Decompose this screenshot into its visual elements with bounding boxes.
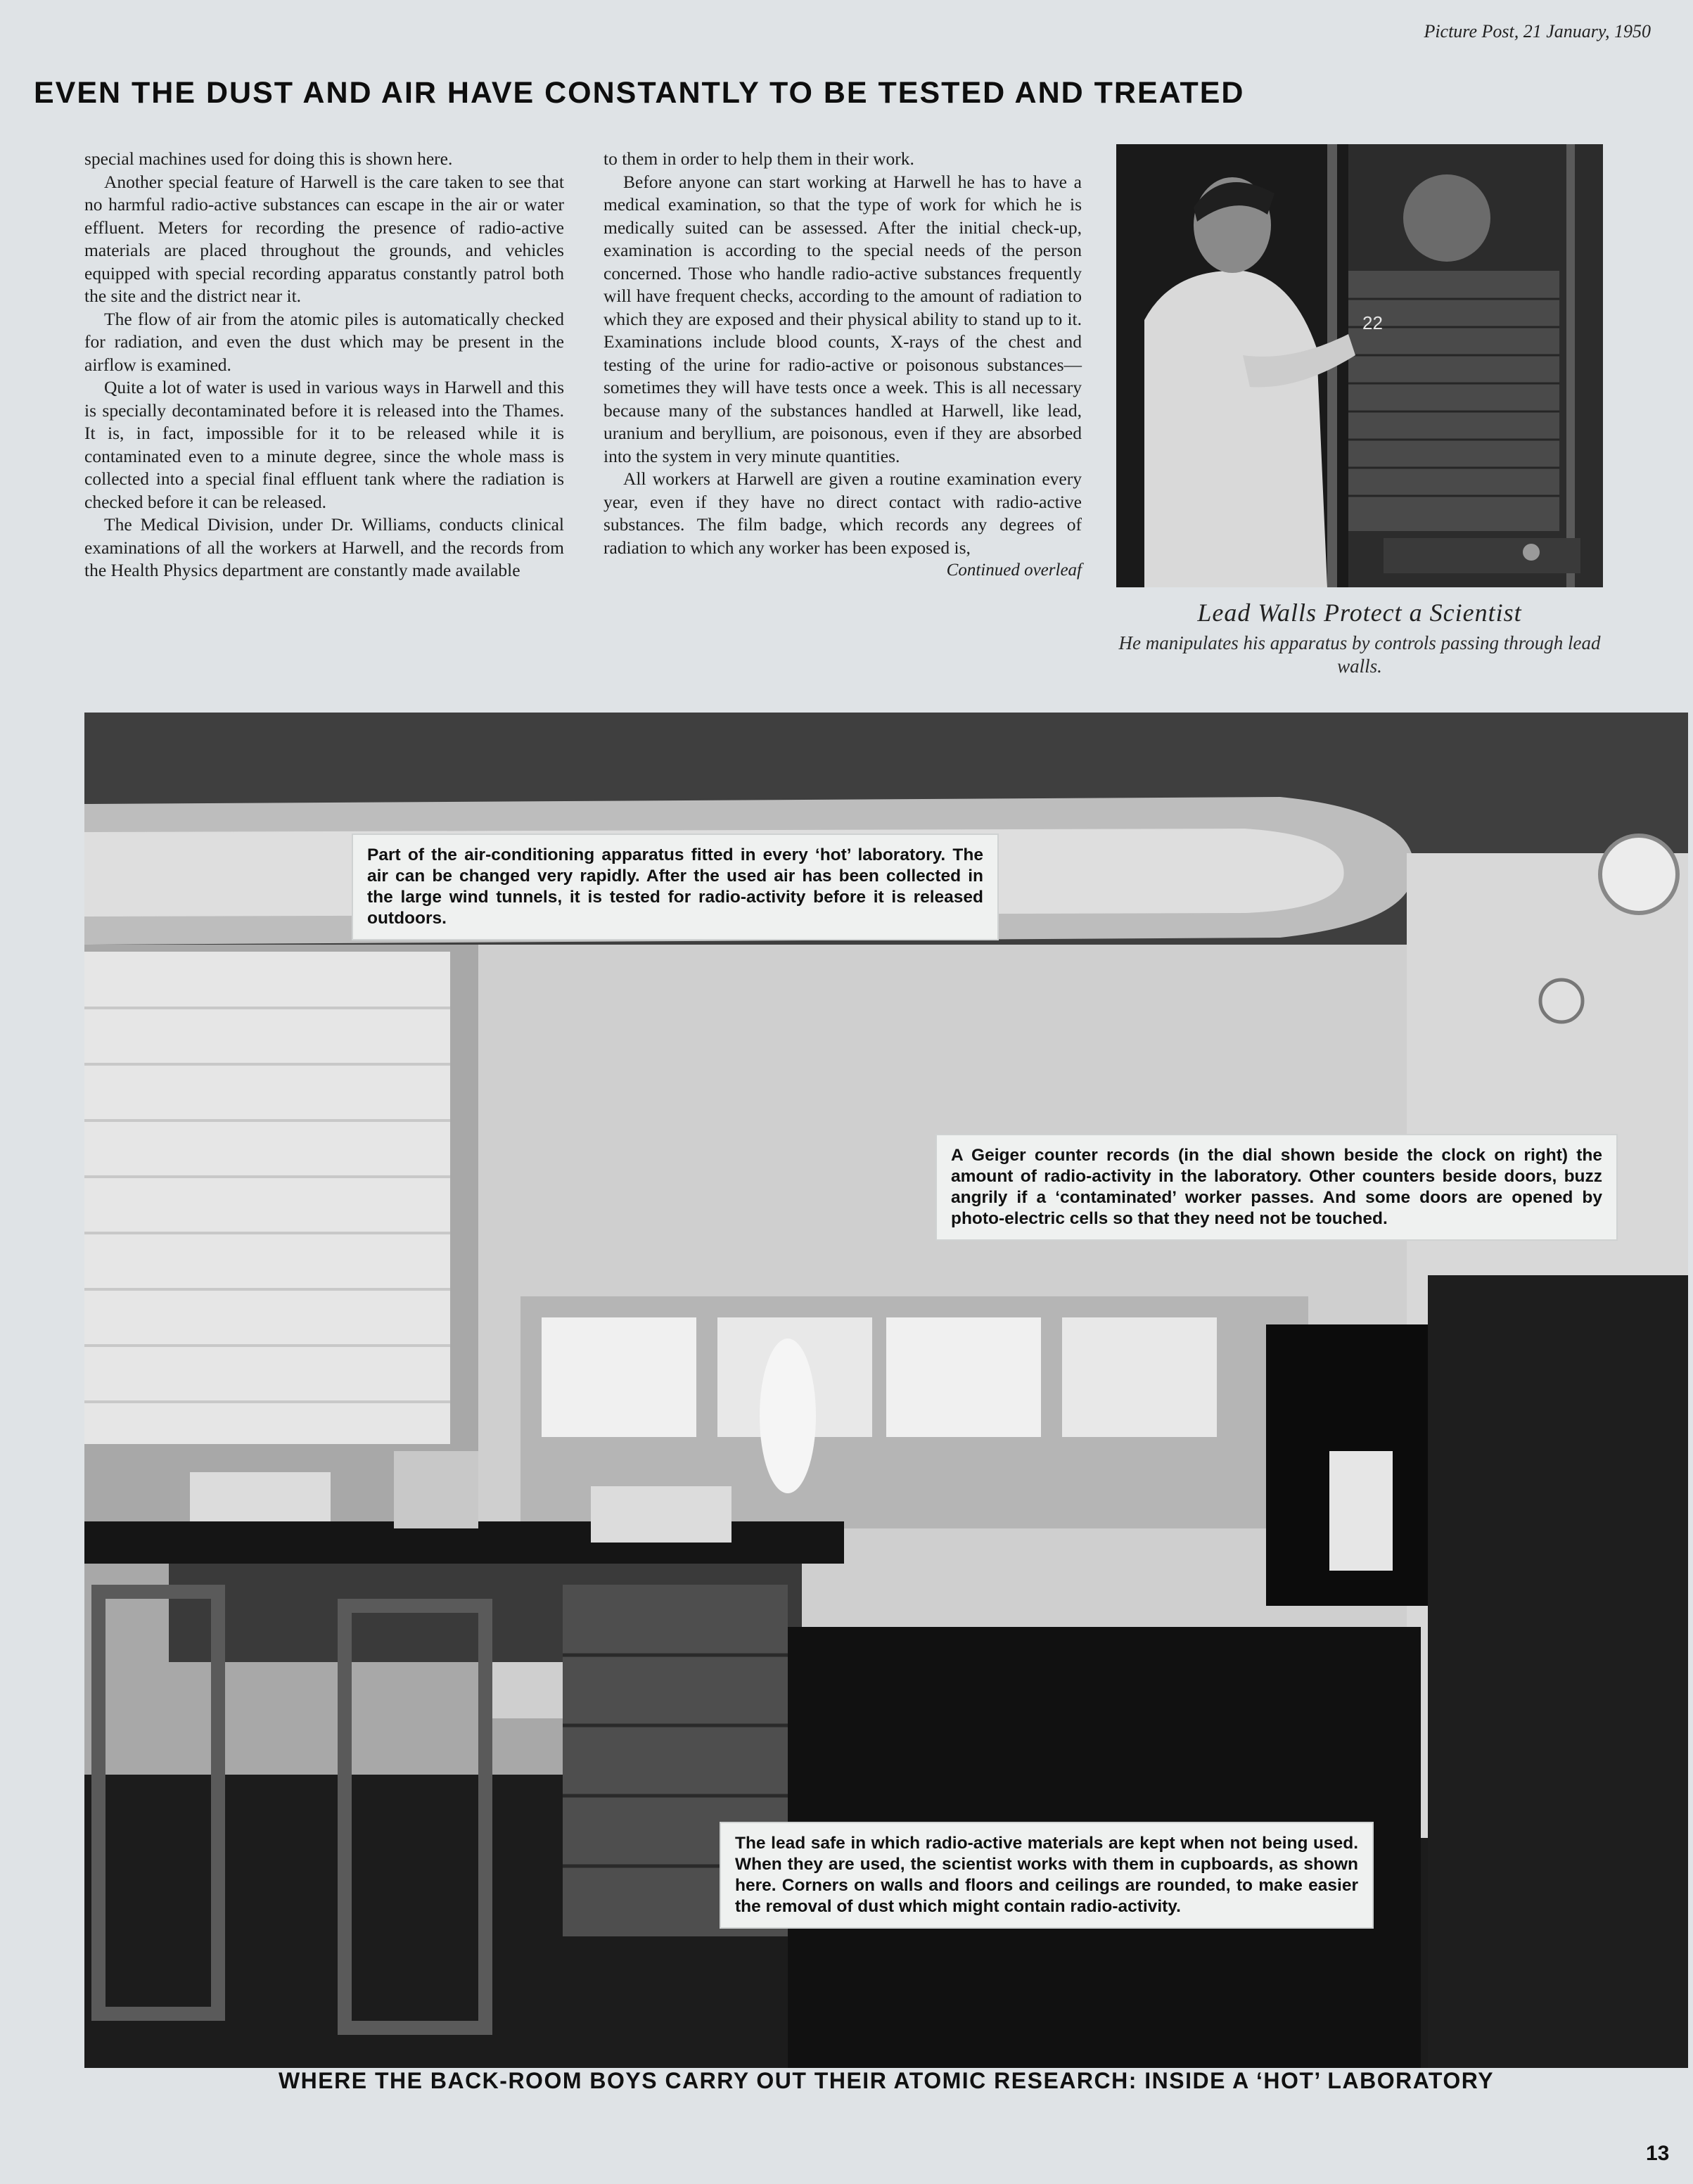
paragraph: The flow of air from the atomic piles is automatically checked for radiation, and even the dust which may be present in the airflow is examined. — [84, 308, 564, 375]
scientist-photo — [1116, 144, 1603, 587]
paragraph: special machines used for doing this is shown here. — [84, 148, 453, 169]
paragraph: Quite a lot of water is used in various ways in Harwell and this is specially decontaminated before it is released into the Thames. It is, in fact, impossible for it to be released while it is contaminated even to a minute degree, since the whole mass is collected into a special final effluent tank where the radiation is checked before it can be released. — [84, 377, 564, 512]
article-column-1 — [84, 148, 564, 582]
paragraph: Before anyone can start working at Harwell he has to have a medical examination, so that the type of work for which he is medically suited can be assessed. After the initial check-up, examination is according to the special needs of the person concerned. Those who handle radio-active substances frequently will have frequent checks, according to the amount of radiation to which they are exposed and their physical ability to stand up to it. Examinations include blood counts, X-rays of the chest and testing of the urine for radio-active or poisonous substances—sometimes they will have tests once a week. This is all necessary because many of the substances handled at Harwell, like lead, uranium and beryllium, are poisonous, even if they are absorbed into the system in very minute quantities. — [603, 171, 1082, 466]
paragraph: The Medical Division, under Dr. Williams, conducts clinical examinations of all the workers at Harwell, and the records from the Health Physics department are constantly made available — [84, 514, 564, 580]
continued-overleaf: Continued overleaf — [946, 561, 1082, 580]
paragraph: All workers at Harwell are given a routine examination every year, even if they have no direct contact with radio-active substances. The film badge, which records any degrees of radiation to which any worker has been exposed is, — [603, 468, 1082, 558]
callout-air-conditioning: Part of the air-conditioning apparatus fitted in every ‘hot’ laboratory. The air can be changed very rapidly. After the used air has been collected in the large wind tunnels, it is tested for radio-activity before it is released outdoors. — [352, 834, 999, 940]
scientist-photo-illustration — [1116, 144, 1603, 587]
headline: EVEN THE DUST AND AIR HAVE CONSTANTLY TO BE TESTED AND TREATED — [34, 76, 1245, 110]
paragraph: Another special feature of Harwell is the care taken to see that no harmful radio-active substances can escape in the air or water effluent. Meters for recording the presence of radio-active materials are placed throughout the grounds, and vehicles equipped with special recording apparatus constantly patrol both the site and the district near it. — [84, 171, 564, 306]
page-number: 13 — [1646, 2142, 1670, 2165]
laboratory-caption: WHERE THE BACK-ROOM BOYS CARRY OUT THEIR ATOMIC RESEARCH: INSIDE A ‘HOT’ LABORATORY — [278, 2068, 1495, 2093]
article-column-2 — [603, 148, 1082, 582]
scientist-photo-caption — [1116, 598, 1603, 678]
caption-text: He manipulates his apparatus by controls passing through lead walls. — [1118, 632, 1601, 677]
callout-geiger-counter: A Geiger counter records (in the dial shown beside the clock on right) the amount of radio-activity in the laboratory. Other counters beside doors, buzz angrily if a ‘contaminated’ worker passes. And some doors are opened by photo-electric cells so that they need not be touched. — [935, 1134, 1618, 1241]
paragraph: to them in order to help them in their work. — [603, 148, 914, 169]
caption-title: Lead Walls Protect a Scientist — [1197, 599, 1522, 627]
running-head: Picture Post, 21 January, 1950 — [1424, 21, 1651, 41]
callout-lead-safe: The lead safe in which radio-active materials are kept when not being used. When they are used, the scientist works with them in cupboards, as shown here. Corners on walls and floors and ceilings are rounded, to make easier the removal of dust which might contain radio-activity. — [720, 1822, 1374, 1929]
badge-number: 22 — [1362, 312, 1383, 333]
